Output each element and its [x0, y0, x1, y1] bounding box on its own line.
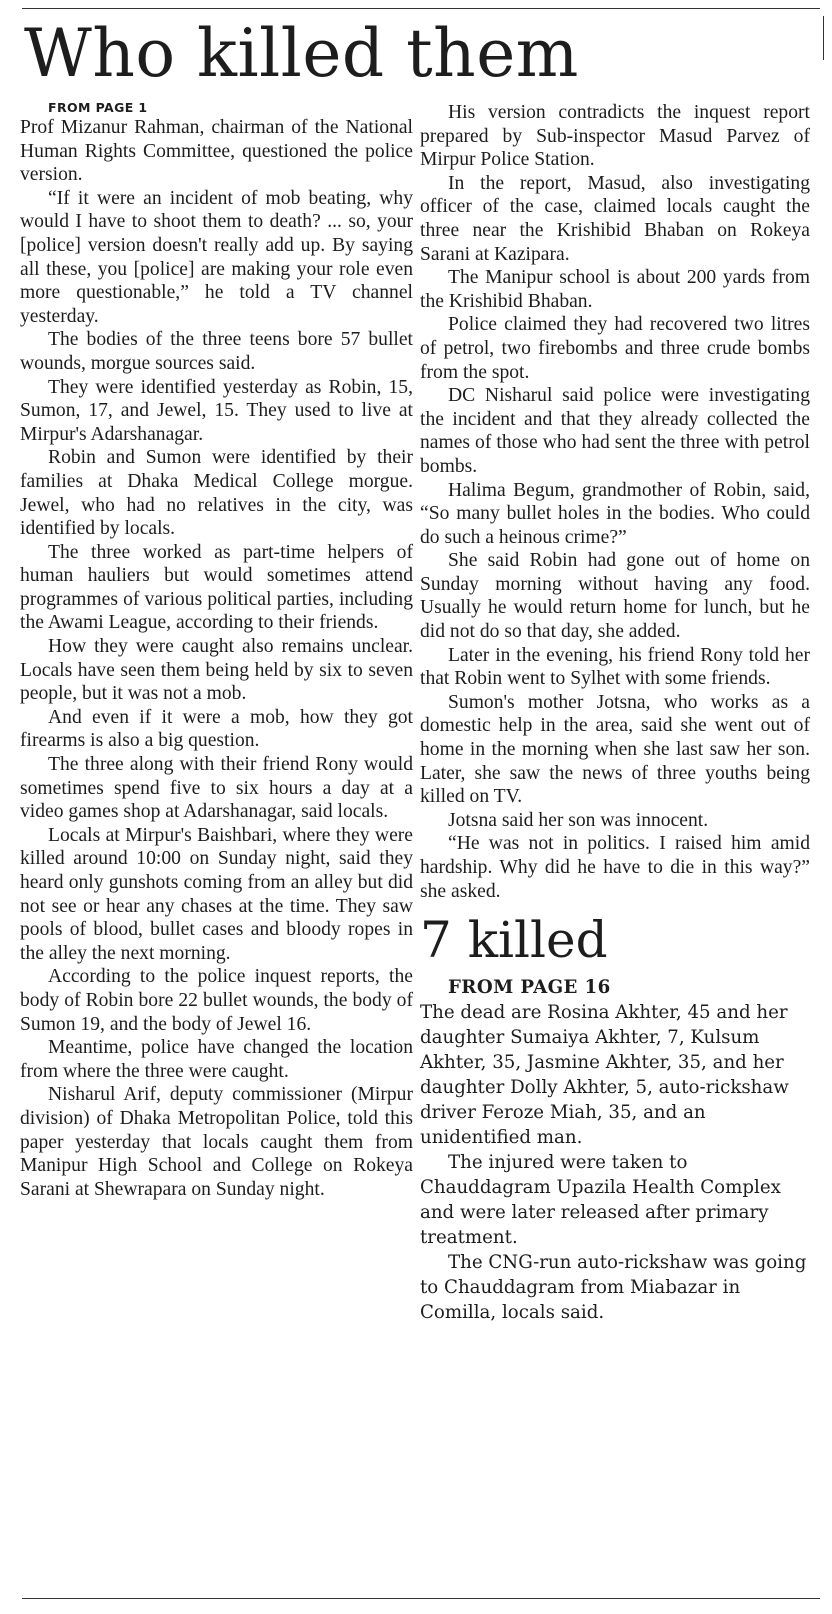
paragraph: The CNG-run auto-rickshaw was going to Chauddagram from Miabazar in Comilla, locals said.: [420, 1252, 807, 1324]
paragraph: His version contradicts the inquest report prepared by Sub-inspector Masud Parvez of Mirpur Police Station.: [420, 102, 810, 171]
second-story: [420, 905, 810, 1325]
paragraph: The injured were taken to Chauddagram Upazila Health Complex and were later released after primary treatment.: [420, 1152, 781, 1249]
main-story-kicker: FROM PAGE 1: [48, 100, 148, 115]
paragraph: Robin and Sumon were identified by their families at Dhaka Medical College morgue. Jewel, who had no relatives in the city, was identified by locals.: [20, 447, 413, 540]
paragraph: They were identified yesterday as Robin, 15, Sumon, 17, and Jewel, 15. They used to live at Mirpur's Adarshanagar.: [20, 376, 413, 445]
paragraph: Halima Begum, grandmother of Robin, said, “So many bullet holes in the bodies. Who could do such a heinous crime?”: [420, 479, 810, 548]
top-rule: [22, 8, 820, 9]
bottom-rule: [22, 1598, 820, 1599]
paragraph: Later in the evening, his friend Rony told her that Robin went to Sylhet with some friends.: [420, 644, 810, 690]
paragraph: The dead are Rosina Akhter, 45 and her daughter Sumaiya Akhter, 7, Kulsum Akhter, 35, Jasmine Akhter, 35, and her daughter Dolly Akhter, 5, auto-rickshaw driver Feroze Miah, 35, and an unidentified man.: [420, 1002, 789, 1149]
paragraph: And even if it were a mob, how they got firearms is also a big question.: [20, 706, 413, 752]
main-story-left-column: [20, 100, 413, 1201]
main-headline: Who killed them: [24, 15, 579, 92]
paragraph: Prof Mizanur Rahman, chairman of the National Human Rights Committee, questioned the police version.: [20, 117, 413, 186]
paragraph: The bodies of the three teens bore 57 bullet wounds, morgue sources said.: [20, 329, 413, 374]
paragraph: Meantime, police have changed the location from where the three were caught.: [20, 1037, 413, 1082]
paragraph: “He was not in politics. I raised him amid hardship. Why did he have to die in this way?” she asked.: [420, 833, 810, 902]
paragraph: The Manipur school is about 200 yards from the Krishibid Bhaban.: [420, 267, 810, 312]
paragraph: Nisharul Arif, deputy commissioner (Mirpur division) of Dhaka Metropolitan Police, told this paper yesterday that locals caught them from Manipur High School and College on Rokeya Sarani at Shewrapara on Sunday night.: [20, 1084, 413, 1200]
second-story-headline: 7 killed: [420, 911, 608, 970]
paragraph: The three worked as part-time helpers of human hauliers but would sometimes attend programmes of various political parties, including the Awami League, according to their friends.: [20, 541, 413, 634]
paragraph: She said Robin had gone out of home on Sunday morning without having any food. Usually he would return home for lunch, but he did not do so that day, she added.: [420, 550, 810, 643]
main-story-right-column: [420, 101, 810, 1325]
paragraph: In the report, Masud, also investigating officer of the case, claimed locals caught the three near the Krishibid Bhaban on Rokeya Sarani at Kazipara.: [420, 172, 810, 265]
right-edge-rule: [823, 16, 824, 60]
paragraph: Sumon's mother Jotsna, who works as a domestic help in the area, said she went out of home in the morning when she last saw her son. Later, she saw the news of three youths being killed on TV.: [420, 691, 810, 808]
second-story-kicker: FROM PAGE 16: [448, 977, 611, 999]
paragraph: How they were caught also remains unclear. Locals have seen them being held by six to seven people, but it was not a mob.: [20, 636, 413, 705]
paragraph: DC Nisharul said police were investigating the incident and that they already collected the names of those who had sent the three with petrol bombs.: [420, 385, 810, 477]
paragraph: Jotsna said her son was innocent.: [448, 809, 709, 831]
paragraph: “If it were an incident of mob beating, why would I have to shoot them to death? ... so, your [police] version doesn't really add up. By saying all these, you [police] are making your role even more questionable,” he told a TV channel yesterday.: [20, 187, 413, 327]
paragraph: Locals at Mirpur's Baishbari, where they were killed around 10:00 on Sunday night, said they heard only gunshots coming from an alley but did not see or hear any chases at the time. They saw pools of blood, bullet cases and bloody ropes in the alley the next morning.: [20, 824, 413, 964]
paragraph: Police claimed they had recovered two litres of petrol, two firebombs and three crude bombs from the spot.: [420, 314, 810, 383]
paragraph: According to the police inquest reports, the body of Robin bore 22 bullet wounds, the body of Sumon 19, and the body of Jewel 16.: [20, 966, 413, 1035]
paragraph: The three along with their friend Rony would sometimes spend five to six hours a day at a video games shop at Adarshanagar, said locals.: [20, 754, 413, 823]
